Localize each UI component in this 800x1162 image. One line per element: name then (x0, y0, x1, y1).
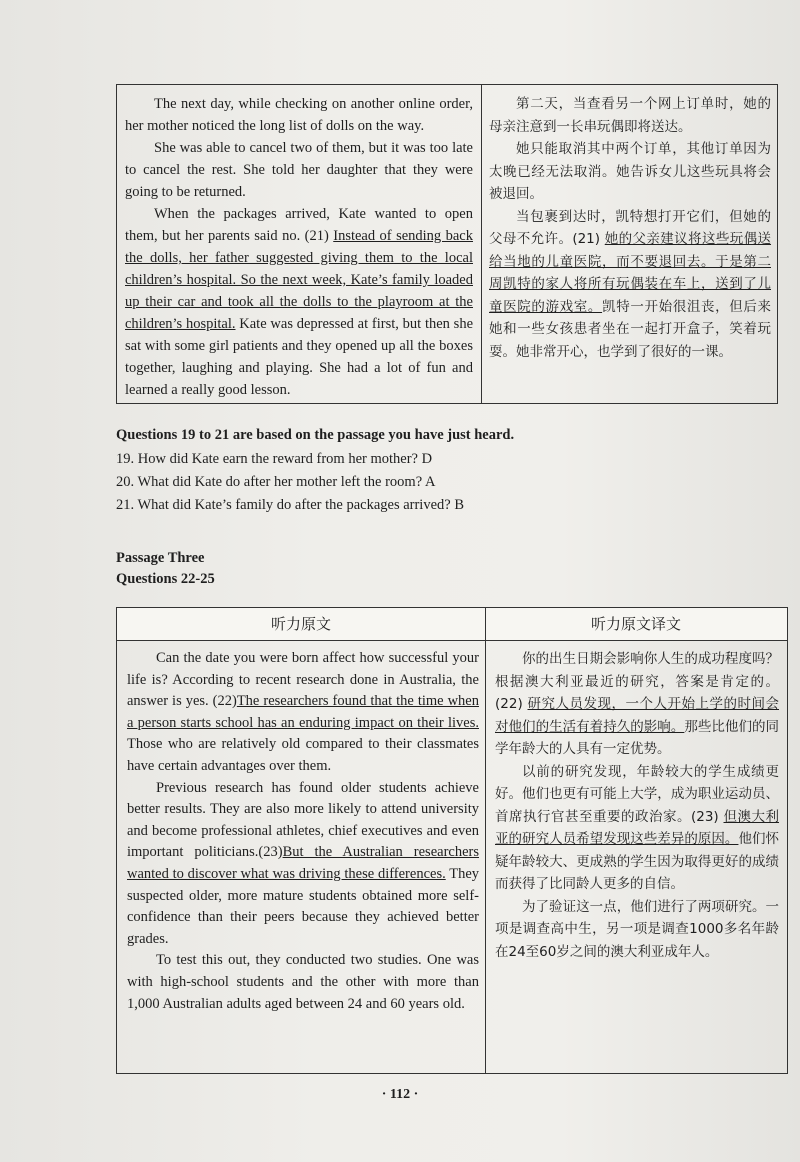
text: 她只能取消其中两个订单，其他订单因为太晚已经无法取消。她告诉女儿这些玩具将会被退回。 (489, 141, 771, 202)
en-paragraph (125, 137, 473, 203)
text: 为了验证这一点，他们进行了两项研究。一项是调查高中生，另一项是调查1000多名年龄在24至60岁之间的澳大利亚成年人。 (495, 898, 779, 960)
header-translation: 听力原文译文 (590, 615, 681, 633)
passage-title: Passage Three (116, 550, 205, 566)
zh-paragraph (495, 896, 779, 964)
text: 他们怀疑年龄较大、更成熟的学生因为取得更好的成绩而获得了比同龄人更多的自信。 (495, 831, 780, 892)
text: 第二天，当查看另一个网上订单时，她的母亲注意到一长串玩偶即将送达。 (489, 96, 771, 135)
text: Those who are relatively old compared to their classmates have certain advantages over them. (127, 736, 479, 774)
text: When the packages arrived, Kate wanted to open them, but her parents said no. (21) (125, 206, 473, 244)
underlined-answer-text: 但澳大利亚的研究人员希望发现这些差异的原因。 (495, 808, 779, 847)
transcript-table-passage-three (116, 607, 788, 1074)
text: 你的出生日期会影响你人生的成功程度吗？根据澳大利亚最近的研究，答案是肯定的。(22) (495, 651, 779, 712)
english-transcript (125, 93, 473, 401)
chinese-translation (495, 648, 779, 963)
passage-subtitle: Questions 22-25 (116, 571, 215, 587)
header-original: 听力原文 (270, 615, 331, 633)
zh-paragraph (495, 648, 779, 761)
page-number: · 112 · (381, 1087, 419, 1102)
underlined-answer-text: 研究人员发现，一个人开始上学的时间会对他们的生活有着持久的影响。 (495, 696, 780, 735)
questions-heading: Questions 19 to 21 are based on the passage you have just heard. (116, 427, 515, 443)
text: They suspected older, more mature students obtained more self-confidence than their peers because they achieved better grades. (127, 865, 480, 947)
underlined-answer-text: But the Australian researchers wanted to discover what was driving these differences. (127, 844, 479, 882)
column-divider (485, 608, 486, 1073)
text: She was able to cancel two of them, but it was too late to cancel the rest. She told her daughter that they were going to be returned. (125, 140, 473, 200)
en-paragraph (127, 778, 479, 951)
passage-heading (116, 548, 215, 590)
english-transcript (127, 648, 479, 1015)
question-list (116, 448, 464, 517)
text: Can the date you were born affect how successful your life is? According to recent research done in Australia, the answer is yes. (22) (127, 650, 479, 710)
text: Kate was depressed at first, but then she sat with some girl patients and they opened up all the boxes together, laughing and playing. She had a lot of fun and learned a really good lesson. (125, 316, 474, 398)
text: 当包裹到达时，凯特想打开它们，但她的父母不允许。(21) (489, 208, 771, 247)
en-paragraph (125, 93, 473, 137)
question-item: 21. What did Kate’s family do after the packages arrived? B (116, 497, 465, 513)
text: 那些比他们的同学年龄大的人具有一定优势。 (495, 718, 780, 757)
chinese-translation (489, 93, 771, 363)
zh-paragraph (489, 93, 771, 138)
question-item: 19. How did Kate earn the reward from her mother? D (116, 451, 433, 467)
table-header-row (117, 608, 787, 641)
zh-paragraph (489, 206, 771, 364)
column-divider (481, 85, 482, 403)
text: Previous research has found older students achieve better results. They are also more likely to attend university and become professional athletes, chief executives and even important politicians.(23) (127, 779, 479, 861)
text: The next day, while checking on another online order, her mother noticed the long list of dolls on the way. (125, 96, 473, 134)
en-paragraph (125, 203, 473, 401)
question-item: 20. What did Kate do after her mother left the room? A (116, 474, 436, 490)
text: 以前的研究发现，年龄较大的学生成绩更好。他们也更有可能上大学，成为职业运动员、首席执行官甚至重要的政治家。(23) (495, 763, 779, 825)
underlined-answer-text: Instead of sending back the dolls, her father suggested giving them to the local children’s hospital. So the next week, Kate’s family loaded up their car and took all the dolls to the playroom at the children’s hospital. (125, 228, 473, 332)
text: To test this out, they conducted two studies. One was with high-school students and the other with more than 1,000 Australian adults aged between 24 and 60 years old. (127, 952, 479, 1012)
zh-paragraph (489, 138, 771, 206)
text: 凯特一开始很沮丧，但后来她和一些女孩患者坐在一起打开盒子，笑着玩耍。她非常开心，也学到了很好的一课。 (489, 298, 772, 360)
transcript-table-passage-two (116, 84, 778, 404)
underlined-answer-text: The researchers found that the time when a person starts school has an enduring impact on their lives. (127, 693, 479, 731)
zh-paragraph (495, 761, 779, 896)
en-paragraph (127, 950, 479, 1015)
en-paragraph (127, 648, 479, 778)
underlined-answer-text: 她的父亲建议将这些玩偶送给当地的儿童医院，而不要退回去。于是第二周凯特的家人将所有玩偶装在车上，送到了儿童医院的游戏室。 (489, 231, 772, 315)
